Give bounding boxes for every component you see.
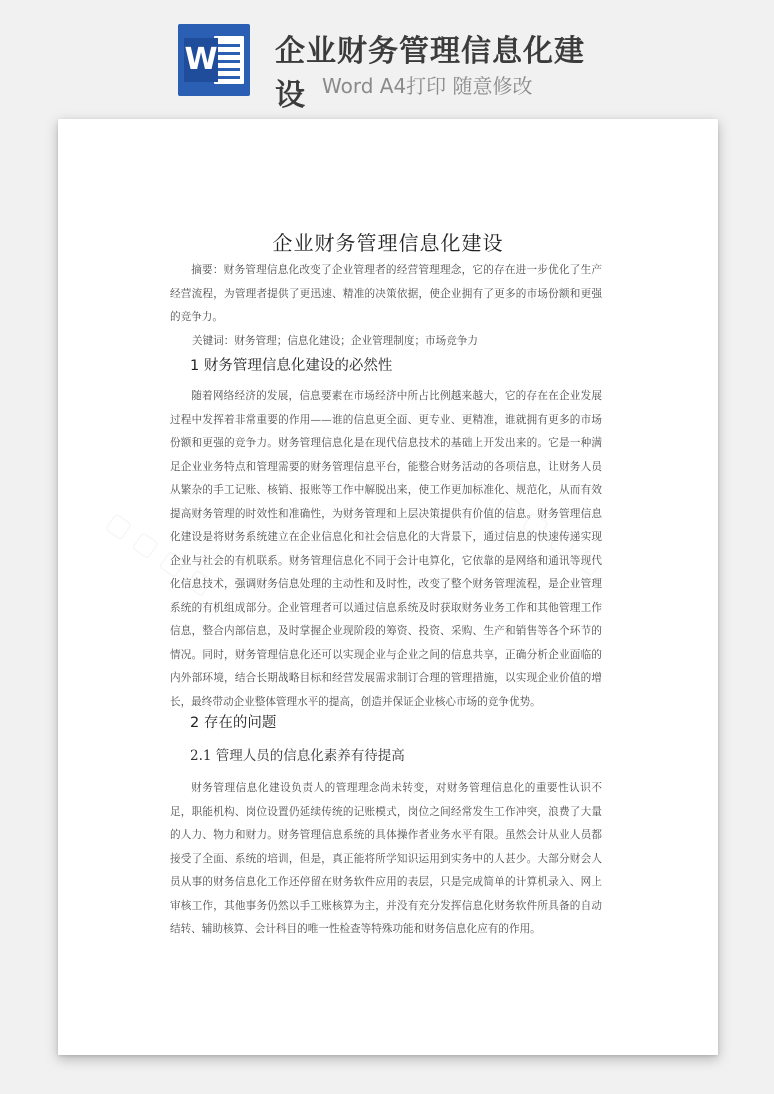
header-subtitle: Word A4打印 随意修改 — [322, 74, 533, 98]
icon-letter: W — [184, 38, 218, 82]
icon-line — [218, 52, 240, 55]
document-title: 企业财务管理信息化建设 — [272, 231, 504, 255]
section-2-1-body: 财务管理信息化建设负责人的管理理念尚未转变，对财务管理信息化的重要性认识不足，职能机构、岗位设置仍延续传统的记账模式，岗位之间经常发生工作冲突，浪费了大量的人力、物力和财力。财务管理信息系统的具体操作者业务水平有限。虽然会计从业人员都接受了全面、系统的培训，但是，真正能将所学知识运用到实务中的人甚少。大部分财会人员从事的财务信息化工作还停留在财务软件应用的表层，只是完成简单的计算机录入、网上审核工作，其他事务仍然以手工账核算为主，并没有充分发挥信息化财务软件所具备的自动结转、辅助核算、会计科目的唯一性检查等特殊功能和财务信息化应有的作用。 — [170, 782, 602, 935]
section-2-1-heading: 2.1 管理人员的信息化素养有待提高 — [190, 748, 405, 764]
keywords-line: 关键词：财务管理；信息化建设；企业管理制度；市场竞争力 — [192, 335, 479, 347]
icon-line — [218, 68, 240, 71]
document-page — [58, 119, 718, 1055]
page-header — [0, 0, 774, 113]
header-title: 企业财务管理信息化建设 — [275, 34, 585, 113]
icon-line — [218, 60, 240, 63]
section-1-heading: 1 财务管理信息化建设的必然性 — [190, 358, 393, 374]
abstract-paragraph: 摘要：财务管理信息化改变了企业管理者的经营管理理念，它的存在进一步优化了生产经营流程，为管理者提供了更迅速、精准的决策依据，使企业拥有了更多的市场份额和更强的竞争力。 — [170, 264, 602, 323]
section-1-body: 随着网络经济的发展，信息要素在市场经济中所占比例越来越大，它的存在在企业发展过程中发挥着非常重要的作用——谁的信息更全面、更专业、更精准，谁就拥有更多的市场份额和更强的竞争力。财务管理信息化是在现代信息技术的基础上开发出来的。它是一种满足企业业务特点和管理需要的财务管理信息平台，能整合财务活动的各项信息，让财务人员从繁杂的手工记账、核销、报账等工作中解脱出来，使工作更加标准化、规范化，从而有效提高财务管理的时效性和准确性，为财务管理和上层决策提供有价值的信息。财务管理信息化建设是将财务系统建立在企业信息化和社会信息化的大背景下，通过信息的快速传递实现企业与社会的有机联系。财务管理信息化不同于会计电算化，它依靠的是网络和通讯等现代化信息技术，强调财务信息处理的主动性和及时性，改变了整个财务管理流程，是企业管理系统的有机组成部分。企业管理者可以通过信息系统及时获取财务业务工作和其他管理工作信息，整合内部信息，及时掌握企业现阶段的筹资、投资、采购、生产和销售等各个环节的情况。同时，财务管理信息化还可以实现企业与企业之间的信息共享，正确分析企业面临的内外部环境，结合长期战略目标和经营发展需求制订合理的管理措施，以实现企业价值的增长，最终带动企业整体管理水平的提高，创造并保证企业核心市场的竞争优势。 — [170, 390, 602, 708]
word-document-icon — [178, 24, 250, 96]
section-2-heading: 2 存在的问题 — [190, 715, 277, 731]
icon-line — [218, 44, 240, 47]
icon-line — [218, 76, 240, 79]
